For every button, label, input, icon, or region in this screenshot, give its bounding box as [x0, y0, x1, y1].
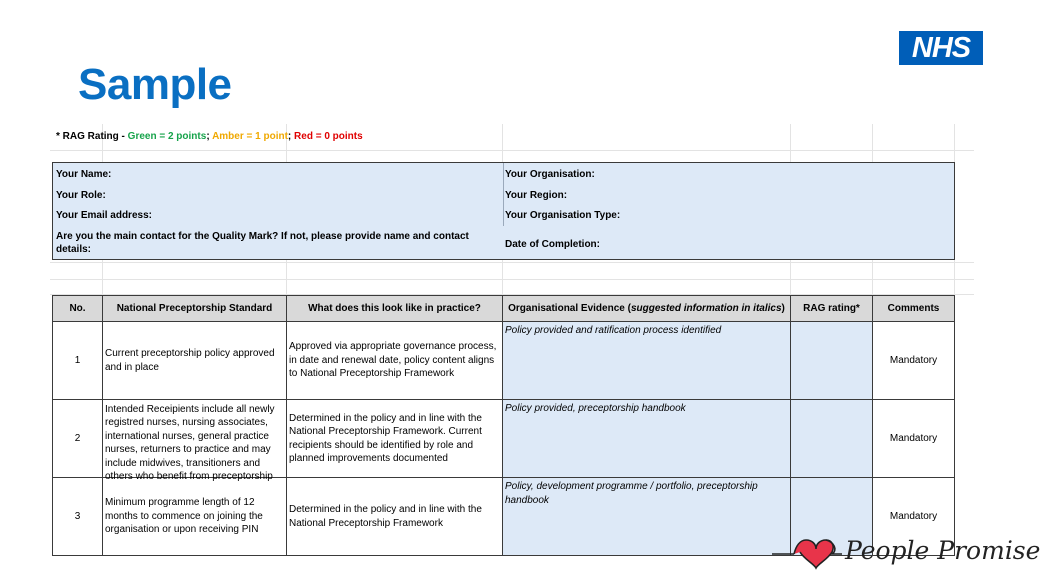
header-evidence-prefix: Organisational Evidence (: [508, 302, 631, 314]
cell-standard[interactable]: [103, 478, 287, 556]
rag-legend-prefix: * RAG Rating -: [56, 131, 128, 142]
cell-no[interactable]: 2: [53, 400, 103, 478]
cell-evidence[interactable]: Policy provided and ratification process identified: [503, 322, 791, 400]
table-header-row: [53, 296, 955, 322]
header-standard: National Preceptorship Standard: [103, 296, 287, 322]
organisation-label[interactable]: Your Organisation:: [505, 169, 595, 180]
completion-date-label[interactable]: Date of Completion:: [505, 239, 600, 250]
rag-legend-amber: Amber = 1 point: [212, 131, 288, 142]
header-evidence-suffix: ): [781, 302, 785, 314]
header-evidence-italic: suggested information in italics: [630, 302, 782, 314]
people-promise-text: People Promise: [845, 536, 1040, 565]
cell-practice[interactable]: [287, 400, 503, 478]
header-no: No.: [53, 296, 103, 322]
cell-standard[interactable]: [103, 400, 287, 482]
heart-icon: [772, 540, 833, 568]
rag-legend-separator: ;: [206, 131, 213, 142]
cell-comments[interactable]: Mandatory: [873, 400, 955, 478]
cell-standard-text: Current preceptorship policy approved and in place: [105, 348, 275, 373]
email-label[interactable]: Your Email address:: [56, 210, 152, 221]
preceptorship-standards-table: [52, 295, 955, 556]
cell-practice-text: Determined in the policy and in line with the National Preceptorship Framework. Current recipients should be identified by role and planned improvements documented: [289, 412, 482, 464]
region-label[interactable]: Your Region:: [505, 190, 568, 201]
rag-legend-green: Green = 2 points: [127, 131, 207, 142]
header-comments: Comments: [873, 296, 955, 322]
rag-rating-legend: [56, 131, 363, 142]
header-practice: What does this look like in practice?: [287, 296, 503, 322]
cell-practice-text: Approved via appropriate governance process, in date and renewal date, policy content aligns to National Preceptorship Framework: [289, 341, 497, 380]
spreadsheet-area: [50, 124, 974, 536]
cell-comments[interactable]: Mandatory: [873, 322, 955, 400]
cell-rag[interactable]: [791, 322, 873, 400]
table-row: [53, 322, 955, 400]
cell-comments[interactable]: Mandatory: [873, 478, 955, 556]
cell-practice-text: Determined in the policy and in line with the National Preceptorship Framework: [289, 504, 482, 529]
cell-no[interactable]: 3: [53, 478, 103, 556]
rag-legend-red: Red = 0 points: [294, 131, 363, 142]
cell-practice[interactable]: [287, 322, 503, 400]
cell-evidence[interactable]: Policy, development programme / portfolio, preceptorship handbook: [503, 478, 791, 556]
cell-evidence[interactable]: Policy provided, preceptorship handbook: [503, 400, 791, 478]
contact-details-box: [52, 162, 955, 260]
cell-practice[interactable]: [287, 478, 503, 556]
table-row: [53, 400, 955, 478]
cell-standard-text: Intended Receipients include all newly registred nurses, nursing associates, international nurses, general practice nurses, returners to practice and may include midwives, transitioners and others who benefit from preceptorship: [105, 403, 275, 482]
main-contact-label[interactable]: Are you the main contact for the Quality Mark? If not, please provide name and contact details:: [56, 231, 469, 255]
cell-rag[interactable]: [791, 400, 873, 478]
header-rag: RAG rating*: [791, 296, 873, 322]
rag-legend-separator: ;: [287, 131, 295, 142]
cell-standard-text: Minimum programme length of 12 months to commence on joining the organisation or upon receiving PIN: [105, 497, 263, 536]
header-evidence: [503, 296, 791, 322]
contact-divider: [503, 163, 504, 226]
cell-standard[interactable]: [103, 322, 287, 400]
organisation-type-label[interactable]: Your Organisation Type:: [505, 210, 621, 221]
nhs-logo: NHS: [899, 31, 983, 65]
role-label[interactable]: Your Role:: [56, 190, 106, 201]
name-label[interactable]: Your Name:: [56, 169, 112, 180]
slide-title: Sample: [78, 60, 232, 109]
cell-no[interactable]: 1: [53, 322, 103, 400]
